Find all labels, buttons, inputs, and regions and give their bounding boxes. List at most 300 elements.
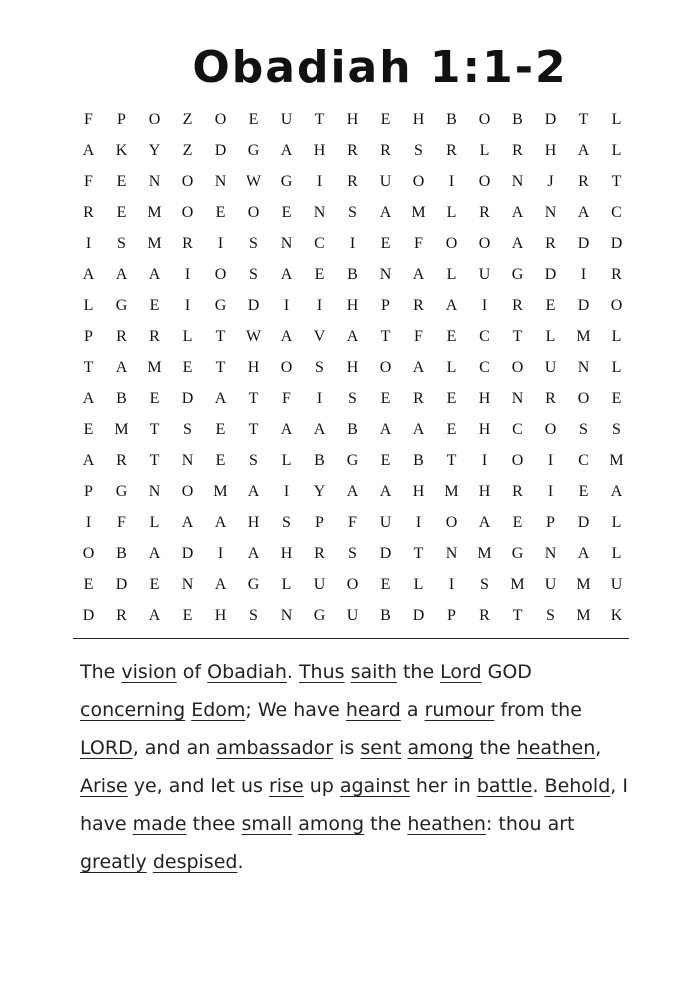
grid-letter: F bbox=[348, 514, 357, 531]
vocabulary-word: Arise bbox=[80, 775, 128, 797]
grid-letter: L bbox=[611, 142, 622, 159]
grid-letter: A bbox=[346, 483, 359, 500]
grid-letter: C bbox=[611, 204, 622, 221]
grid-letter: E bbox=[380, 452, 391, 469]
grid-letter: E bbox=[215, 452, 226, 469]
vocabulary-word: concerning bbox=[80, 699, 186, 721]
grid-letter: A bbox=[280, 328, 293, 345]
grid-letter: B bbox=[380, 607, 391, 624]
grid-letter: O bbox=[181, 204, 194, 221]
grid-letter: S bbox=[612, 421, 621, 438]
grid-letter: C bbox=[512, 421, 523, 438]
word-search-grid bbox=[72, 104, 633, 631]
grid-letter: I bbox=[349, 235, 356, 252]
grid-letter: A bbox=[478, 514, 491, 531]
passage-text: is bbox=[333, 737, 361, 759]
grid-letter: I bbox=[283, 297, 290, 314]
grid-letter: A bbox=[379, 483, 392, 500]
grid-letter: R bbox=[83, 204, 94, 221]
grid-letter: W bbox=[245, 173, 262, 190]
grid-letter: W bbox=[245, 328, 262, 345]
grid-letter: E bbox=[314, 266, 325, 283]
grid-letter: T bbox=[149, 421, 160, 438]
grid-letter: I bbox=[85, 235, 92, 252]
grid-letter: P bbox=[381, 297, 390, 314]
grid-letter: U bbox=[379, 173, 392, 190]
grid-letter: A bbox=[511, 204, 524, 221]
vocabulary-word: small bbox=[241, 813, 293, 835]
vocabulary-word: ambassador bbox=[216, 737, 334, 759]
grid-letter: A bbox=[148, 266, 161, 283]
passage-text: up bbox=[303, 775, 340, 797]
grid-letter: E bbox=[182, 607, 193, 624]
grid-letter: R bbox=[182, 235, 193, 252]
grid-letter: A bbox=[115, 266, 128, 283]
grid-letter: R bbox=[512, 297, 523, 314]
grid-letter: G bbox=[115, 297, 128, 314]
grid-letter: E bbox=[380, 390, 391, 407]
grid-letter: C bbox=[479, 328, 490, 345]
grid-letter: I bbox=[448, 576, 455, 593]
grid-letter: R bbox=[413, 297, 424, 314]
grid-letter: E bbox=[83, 576, 94, 593]
grid-letter: P bbox=[447, 607, 456, 624]
grid-letter: E bbox=[380, 111, 391, 128]
grid-letter: F bbox=[414, 328, 423, 345]
grid-letter: S bbox=[414, 142, 423, 159]
grid-letter: N bbox=[148, 483, 161, 500]
grid-letter: E bbox=[281, 204, 292, 221]
grid-letter: U bbox=[610, 576, 623, 593]
grid-letter: O bbox=[181, 483, 194, 500]
grid-letter: U bbox=[280, 111, 293, 128]
grid-letter: I bbox=[217, 235, 224, 252]
scripture-passage bbox=[80, 653, 640, 881]
grid-letter: E bbox=[512, 514, 523, 531]
grid-letter: M bbox=[510, 576, 525, 593]
passage-text: GOD bbox=[481, 661, 532, 683]
grid-letter: G bbox=[511, 266, 524, 283]
grid-letter: A bbox=[214, 576, 227, 593]
grid-letter: H bbox=[412, 111, 425, 128]
grid-letter: N bbox=[511, 173, 524, 190]
grid-letter: D bbox=[412, 607, 425, 624]
grid-letter: A bbox=[148, 545, 161, 562]
grid-letter: R bbox=[512, 483, 523, 500]
grid-letter: P bbox=[117, 111, 126, 128]
grid-letter: A bbox=[511, 235, 524, 252]
vocabulary-word: heard bbox=[345, 699, 401, 721]
grid-letter: R bbox=[347, 173, 358, 190]
grid-letter: I bbox=[448, 173, 455, 190]
grid-letter: S bbox=[480, 576, 489, 593]
grid-letter: M bbox=[444, 483, 459, 500]
vocabulary-word: made bbox=[132, 813, 187, 835]
grid-letter: S bbox=[348, 545, 357, 562]
grid-letter: O bbox=[544, 421, 557, 438]
grid-letter: R bbox=[149, 328, 160, 345]
passage-text: ye, and let us bbox=[127, 775, 269, 797]
passage-text: , and an bbox=[132, 737, 217, 759]
vocabulary-word: among bbox=[407, 737, 474, 759]
grid-letter: E bbox=[83, 421, 94, 438]
grid-letter: D bbox=[379, 545, 392, 562]
vocabulary-word: greatly bbox=[80, 851, 147, 873]
grid-letter: L bbox=[83, 297, 94, 314]
grid-letter: I bbox=[184, 297, 191, 314]
grid-letter: D bbox=[610, 235, 623, 252]
grid-letter: I bbox=[85, 514, 92, 531]
grid-letter: R bbox=[446, 142, 457, 159]
vocabulary-word: vision bbox=[121, 661, 177, 683]
grid-letter: M bbox=[114, 421, 129, 438]
grid-letter: I bbox=[184, 266, 191, 283]
vocabulary-word: Behold bbox=[544, 775, 611, 797]
grid-letter: L bbox=[413, 576, 424, 593]
grid-letter: M bbox=[576, 576, 591, 593]
grid-letter: O bbox=[181, 173, 194, 190]
vocabulary-word: against bbox=[339, 775, 410, 797]
vocabulary-word: Thus bbox=[298, 661, 345, 683]
grid-letter: H bbox=[346, 359, 359, 376]
grid-letter: M bbox=[477, 545, 492, 562]
vocabulary-word: heathen bbox=[516, 737, 596, 759]
grid-letter: N bbox=[313, 204, 326, 221]
grid-letter: O bbox=[610, 297, 623, 314]
grid-letter: N bbox=[544, 204, 557, 221]
grid-letter: D bbox=[115, 576, 128, 593]
grid-letter: B bbox=[116, 390, 127, 407]
grid-letter: R bbox=[380, 142, 391, 159]
grid-letter: M bbox=[609, 452, 624, 469]
grid-letter: N bbox=[181, 452, 194, 469]
grid-letter: O bbox=[445, 514, 458, 531]
grid-letter: B bbox=[512, 111, 523, 128]
grid-letter: R bbox=[545, 390, 556, 407]
grid-letter: S bbox=[546, 607, 555, 624]
vocabulary-word: among bbox=[298, 813, 365, 835]
grid-letter: A bbox=[82, 266, 95, 283]
grid-letter: B bbox=[446, 111, 457, 128]
grid-letter: F bbox=[282, 390, 291, 407]
passage-text: , I have bbox=[80, 775, 628, 835]
grid-letter: L bbox=[611, 111, 622, 128]
grid-letter: E bbox=[611, 390, 622, 407]
grid-letter: A bbox=[313, 421, 326, 438]
grid-letter: V bbox=[313, 328, 326, 345]
grid-letter: C bbox=[479, 359, 490, 376]
divider bbox=[73, 638, 629, 639]
grid-letter: N bbox=[280, 235, 293, 252]
vocabulary-word: rumour bbox=[424, 699, 495, 721]
grid-letter: F bbox=[84, 173, 93, 190]
grid-letter: T bbox=[314, 111, 325, 128]
grid-letter: L bbox=[149, 514, 160, 531]
grid-letter: P bbox=[546, 514, 555, 531]
grid-letter: O bbox=[412, 173, 425, 190]
grid-letter: M bbox=[576, 607, 591, 624]
grid-letter: E bbox=[215, 204, 226, 221]
grid-letter: A bbox=[247, 483, 260, 500]
grid-letter: L bbox=[281, 576, 292, 593]
passage-text: . bbox=[532, 775, 545, 797]
page-title: Obadiah 1:1-2 bbox=[192, 42, 568, 93]
vocabulary-word: Edom bbox=[191, 699, 246, 721]
passage-text: a bbox=[400, 699, 425, 721]
grid-letter: G bbox=[115, 483, 128, 500]
grid-letter: S bbox=[249, 235, 258, 252]
grid-letter: H bbox=[478, 483, 491, 500]
grid-letter: A bbox=[412, 266, 425, 283]
grid-letter: A bbox=[412, 359, 425, 376]
grid-letter: S bbox=[117, 235, 126, 252]
grid-letter: M bbox=[213, 483, 228, 500]
grid-letter: O bbox=[214, 111, 227, 128]
grid-letter: B bbox=[347, 421, 358, 438]
passage-text: . bbox=[237, 851, 244, 873]
grid-letter: T bbox=[578, 111, 589, 128]
grid-letter: T bbox=[413, 545, 424, 562]
grid-letter: B bbox=[314, 452, 325, 469]
grid-letter: S bbox=[348, 390, 357, 407]
grid-letter: T bbox=[611, 173, 622, 190]
vocabulary-word: battle bbox=[476, 775, 533, 797]
grid-letter: M bbox=[147, 204, 162, 221]
grid-letter: F bbox=[117, 514, 126, 531]
grid-letter: E bbox=[149, 576, 160, 593]
grid-letter: N bbox=[148, 173, 161, 190]
grid-letter: H bbox=[247, 514, 260, 531]
grid-letter: I bbox=[415, 514, 422, 531]
grid-letter: I bbox=[481, 452, 488, 469]
grid-letter: M bbox=[411, 204, 426, 221]
grid-letter: H bbox=[412, 483, 425, 500]
grid-letter: A bbox=[445, 297, 458, 314]
grid-letter: L bbox=[545, 328, 556, 345]
grid-letter: A bbox=[577, 545, 590, 562]
grid-letter: B bbox=[347, 266, 358, 283]
grid-letter: A bbox=[346, 328, 359, 345]
grid-letter: R bbox=[413, 390, 424, 407]
grid-letter: E bbox=[446, 390, 457, 407]
grid-letter: B bbox=[116, 545, 127, 562]
passage-text: the bbox=[396, 661, 441, 683]
grid-letter: T bbox=[215, 359, 226, 376]
grid-letter: S bbox=[282, 514, 291, 531]
grid-letter: A bbox=[577, 142, 590, 159]
grid-letter: T bbox=[380, 328, 391, 345]
grid-letter: D bbox=[577, 514, 590, 531]
grid-letter: R bbox=[116, 452, 127, 469]
passage-text: , bbox=[595, 737, 602, 759]
grid-letter: N bbox=[181, 576, 194, 593]
grid-letter: C bbox=[314, 235, 325, 252]
passage-text: the bbox=[473, 737, 517, 759]
grid-letter: F bbox=[414, 235, 423, 252]
grid-letter: I bbox=[316, 297, 323, 314]
grid-letter: T bbox=[512, 328, 523, 345]
grid-letter: D bbox=[181, 390, 194, 407]
grid-letter: D bbox=[181, 545, 194, 562]
grid-letter: N bbox=[214, 173, 227, 190]
passage-text: . bbox=[286, 661, 299, 683]
grid-letter: Y bbox=[313, 483, 326, 500]
grid-letter: D bbox=[544, 266, 557, 283]
grid-letter: O bbox=[511, 359, 524, 376]
grid-letter: T bbox=[446, 452, 457, 469]
grid-letter: L bbox=[611, 545, 622, 562]
grid-letter: E bbox=[380, 576, 391, 593]
vocabulary-word: despised bbox=[152, 851, 238, 873]
grid-letter: J bbox=[547, 173, 554, 190]
grid-letter: R bbox=[314, 545, 325, 562]
grid-letter: E bbox=[248, 111, 259, 128]
grid-letter: T bbox=[248, 390, 259, 407]
grid-letter: L bbox=[446, 359, 457, 376]
grid-letter: O bbox=[280, 359, 293, 376]
grid-letter: U bbox=[313, 576, 326, 593]
grid-letter: P bbox=[315, 514, 324, 531]
grid-letter: S bbox=[249, 452, 258, 469]
grid-letter: N bbox=[379, 266, 392, 283]
grid-letter: E bbox=[380, 235, 391, 252]
vocabulary-word: LORD bbox=[80, 737, 133, 759]
passage-text: of bbox=[176, 661, 208, 683]
grid-letter: M bbox=[147, 359, 162, 376]
grid-letter: E bbox=[446, 328, 457, 345]
grid-letter: A bbox=[214, 390, 227, 407]
grid-letter: B bbox=[413, 452, 424, 469]
grid-letter: A bbox=[577, 204, 590, 221]
grid-letter: D bbox=[214, 142, 227, 159]
grid-letter: T bbox=[149, 452, 160, 469]
grid-letter: O bbox=[478, 173, 491, 190]
grid-letter: M bbox=[147, 235, 162, 252]
grid-letter: H bbox=[280, 545, 293, 562]
grid-letter: E bbox=[116, 204, 127, 221]
grid-letter: O bbox=[214, 266, 227, 283]
grid-letter: O bbox=[478, 111, 491, 128]
passage-text: ; We have bbox=[245, 699, 346, 721]
grid-letter: O bbox=[379, 359, 392, 376]
grid-letter: T bbox=[512, 607, 523, 624]
grid-letter: Z bbox=[182, 142, 193, 159]
grid-letter: H bbox=[247, 359, 260, 376]
grid-letter: R bbox=[116, 607, 127, 624]
grid-letter: A bbox=[181, 514, 194, 531]
grid-letter: O bbox=[247, 204, 260, 221]
grid-letter: T bbox=[248, 421, 259, 438]
grid-letter: H bbox=[544, 142, 557, 159]
grid-letter: G bbox=[346, 452, 359, 469]
grid-letter: H bbox=[313, 142, 326, 159]
grid-letter: E bbox=[116, 173, 127, 190]
grid-letter: E bbox=[578, 483, 589, 500]
grid-letter: N bbox=[445, 545, 458, 562]
grid-letter: U bbox=[346, 607, 359, 624]
grid-letter: T bbox=[215, 328, 226, 345]
grid-letter: L bbox=[446, 204, 457, 221]
grid-letter: L bbox=[479, 142, 490, 159]
grid-letter: A bbox=[214, 514, 227, 531]
grid-letter: G bbox=[247, 142, 260, 159]
vocabulary-word: Lord bbox=[440, 661, 482, 683]
grid-letter: I bbox=[547, 452, 554, 469]
grid-letter: U bbox=[544, 576, 557, 593]
grid-letter: G bbox=[511, 545, 524, 562]
grid-letter: R bbox=[116, 328, 127, 345]
grid-letter: H bbox=[214, 607, 227, 624]
grid-letter: Z bbox=[182, 111, 193, 128]
grid-letter: U bbox=[478, 266, 491, 283]
grid-letter: A bbox=[247, 545, 260, 562]
passage-text: : thou art bbox=[485, 813, 575, 835]
grid-letter: S bbox=[579, 421, 588, 438]
grid-letter: A bbox=[610, 483, 623, 500]
grid-letter: O bbox=[445, 235, 458, 252]
grid-letter: G bbox=[214, 297, 227, 314]
vocabulary-word: rise bbox=[268, 775, 304, 797]
grid-letter: R bbox=[611, 266, 622, 283]
grid-letter: I bbox=[580, 266, 587, 283]
grid-letter: H bbox=[478, 421, 491, 438]
grid-letter: E bbox=[182, 359, 193, 376]
grid-letter: M bbox=[576, 328, 591, 345]
grid-letter: O bbox=[577, 390, 590, 407]
grid-letter: U bbox=[544, 359, 557, 376]
grid-letter: R bbox=[512, 142, 523, 159]
grid-letter: L bbox=[611, 359, 622, 376]
grid-letter: A bbox=[280, 266, 293, 283]
grid-letter: R bbox=[479, 204, 490, 221]
grid-letter: L bbox=[182, 328, 193, 345]
passage-text: from the bbox=[494, 699, 582, 721]
grid-letter: A bbox=[115, 359, 128, 376]
passage-text: thee bbox=[186, 813, 242, 835]
grid-letter: P bbox=[84, 328, 93, 345]
grid-letter: A bbox=[82, 142, 95, 159]
grid-letter: D bbox=[577, 297, 590, 314]
grid-letter: O bbox=[511, 452, 524, 469]
grid-letter: L bbox=[611, 328, 622, 345]
grid-letter: N bbox=[544, 545, 557, 562]
grid-letter: I bbox=[481, 297, 488, 314]
grid-letter: R bbox=[479, 607, 490, 624]
grid-letter: N bbox=[577, 359, 590, 376]
grid-letter: D bbox=[577, 235, 590, 252]
grid-letter: S bbox=[249, 266, 258, 283]
grid-letter: A bbox=[412, 421, 425, 438]
grid-letter: O bbox=[148, 111, 161, 128]
vocabulary-word: heathen bbox=[407, 813, 486, 835]
grid-letter: A bbox=[280, 142, 293, 159]
grid-letter: U bbox=[379, 514, 392, 531]
grid-letter: I bbox=[217, 545, 224, 562]
grid-letter: S bbox=[249, 607, 258, 624]
grid-letter: H bbox=[346, 111, 359, 128]
grid-letter: I bbox=[283, 483, 290, 500]
grid-letter: N bbox=[280, 607, 293, 624]
grid-letter: Y bbox=[148, 142, 161, 159]
grid-letter: S bbox=[183, 421, 192, 438]
grid-letter: D bbox=[544, 111, 557, 128]
passage-text: the bbox=[364, 813, 408, 835]
grid-letter: N bbox=[511, 390, 524, 407]
grid-letter: E bbox=[149, 390, 160, 407]
passage-text: The bbox=[80, 661, 122, 683]
grid-letter: A bbox=[148, 607, 161, 624]
grid-letter: A bbox=[82, 390, 95, 407]
